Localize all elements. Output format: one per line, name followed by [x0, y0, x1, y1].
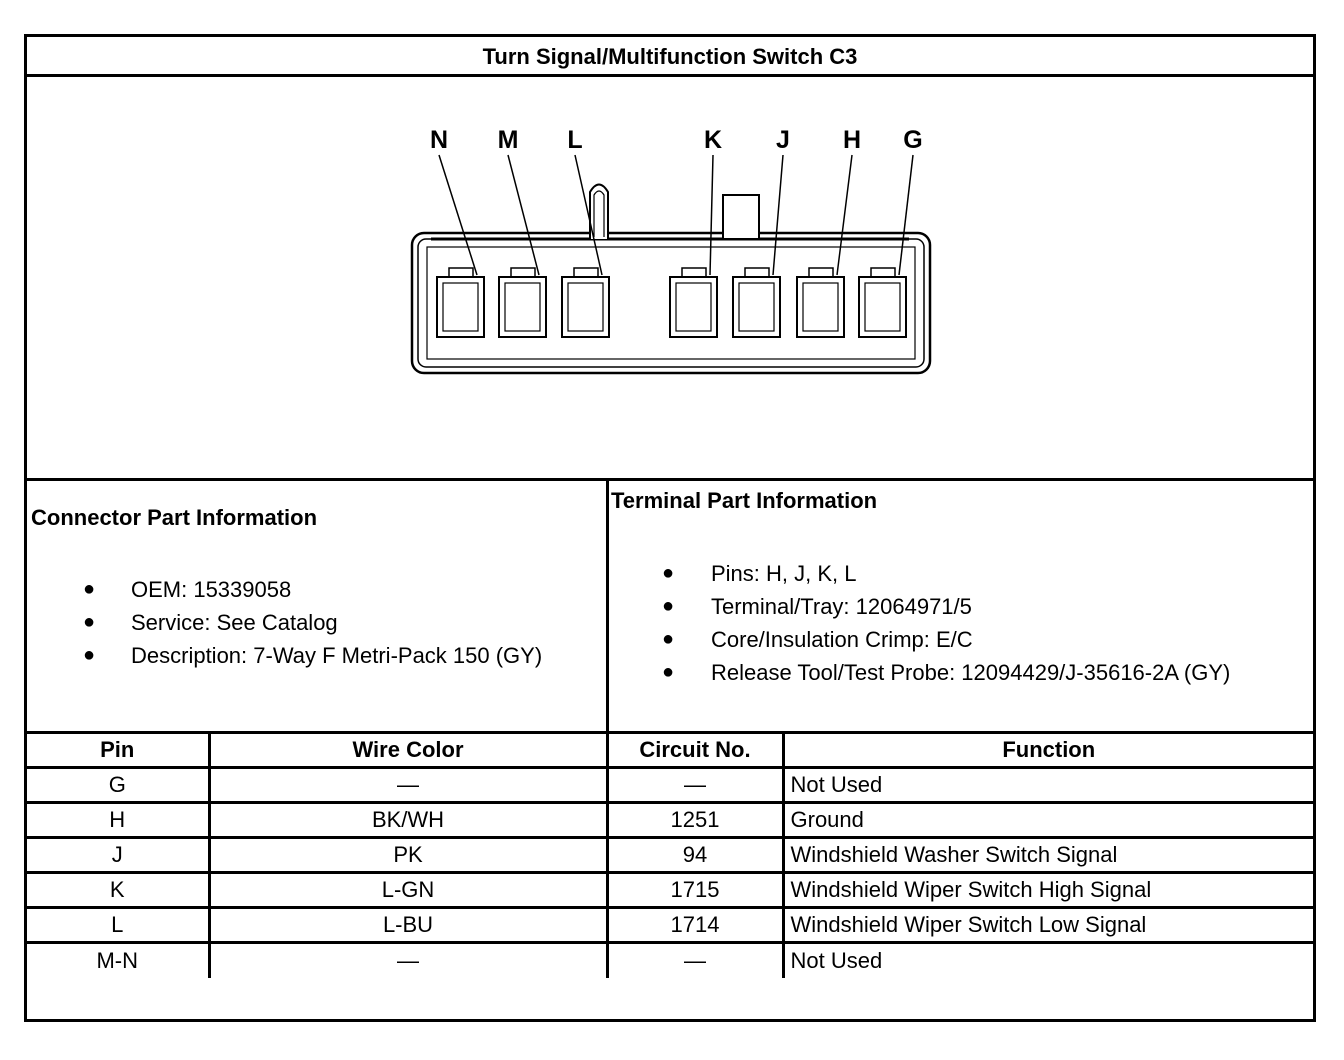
pin-leader-lines	[439, 155, 913, 275]
pin-cavity-l	[562, 268, 609, 337]
cell-circuit-no: 1251	[607, 803, 783, 838]
pin-cavity-n	[437, 268, 484, 337]
terminal-info-heading: Terminal Part Information	[611, 488, 878, 513]
cell-pin: L	[27, 908, 209, 943]
header-function: Function	[783, 733, 1313, 768]
connector-info-heading: Connector Part Information	[31, 505, 318, 530]
cell-circuit-no: 1714	[607, 908, 783, 943]
leader-line-n	[439, 155, 477, 275]
header-wire-color: Wire Color	[209, 733, 607, 768]
connector-sheet: Turn Signal/Multifunction Switch C3 N M L K J H G Connector Part Information ● OEM: 15339058 ● Service: See Catalog ● Description: 7-Way F Metri-Pack 150 (GY) Terminal Part Information ● Pins: H, J, K, L ● Terminal/Tray: 12064971/5 ● Core/Insulation Crimp: E/C ● Release Tool/Test Probe: 12094429/J-35616-2A (GY) Pin Wire Color Circuit No. Function G — — Not Used H BK/WH 1251 Ground J PK 94 Windshield Washer Switch Signal K L-GN 1715 Windshield Wiper Switch High Signal L L-BU 1714 Windshield Wiper Switch Low Signal M-N — — Not Used	[24, 34, 1316, 1022]
leader-line-k	[710, 155, 713, 275]
cell-wire-color: PK	[209, 838, 607, 873]
cell-circuit-no: 94	[607, 838, 783, 873]
pin-cavity-h	[797, 268, 844, 337]
pin-table	[27, 731, 1313, 978]
header-circuit-no: Circuit No.	[607, 733, 783, 768]
cell-function: Windshield Wiper Switch Low Signal	[783, 908, 1313, 943]
pin-cavity-j	[733, 268, 780, 337]
cell-wire-color: —	[209, 768, 607, 803]
table-header-row	[27, 733, 1313, 768]
cell-pin: H	[27, 803, 209, 838]
cell-wire-color: —	[209, 943, 607, 978]
pin-labels	[430, 126, 923, 154]
cell-pin: M-N	[27, 943, 209, 978]
cell-function: Not Used	[783, 943, 1313, 978]
pin-label-l: L	[567, 126, 583, 154]
pin-label-k: K	[703, 126, 723, 154]
cell-pin: G	[27, 768, 209, 803]
cell-wire-color: L-BU	[209, 908, 607, 943]
pin-label-g: G	[903, 126, 923, 154]
pin-label-m: M	[497, 126, 519, 154]
leader-line-j	[773, 155, 783, 275]
pin-label-n: N	[429, 126, 449, 154]
cell-circuit-no: —	[607, 768, 783, 803]
leader-line-m	[508, 155, 539, 275]
pin-cavity-k	[670, 268, 717, 337]
cell-function: Windshield Washer Switch Signal	[783, 838, 1313, 873]
table-row	[27, 873, 1313, 908]
cell-pin: J	[27, 838, 209, 873]
cell-circuit-no: —	[607, 943, 783, 978]
cell-function: Ground	[783, 803, 1313, 838]
table-row	[27, 838, 1313, 873]
pin-cavity-m	[499, 268, 546, 337]
cell-function: Not Used	[783, 768, 1313, 803]
table-row	[27, 768, 1313, 803]
cell-pin: K	[27, 873, 209, 908]
pin-label-h: H	[842, 126, 862, 154]
cell-wire-color: BK/WH	[209, 803, 607, 838]
section-divider	[27, 478, 1313, 481]
page-title: Turn Signal/Multifunction Switch C3	[27, 37, 1313, 77]
connector-diagram	[27, 37, 1313, 478]
cell-wire-color: L-GN	[209, 873, 607, 908]
cell-circuit-no: 1715	[607, 873, 783, 908]
leader-line-g	[899, 155, 913, 275]
pin-label-j: J	[776, 126, 790, 154]
pin-cavities	[437, 268, 906, 337]
leader-line-h	[837, 155, 852, 275]
column-divider	[606, 481, 609, 731]
header-pin: Pin	[27, 733, 209, 768]
table-row	[27, 943, 1313, 978]
connector-key-tab	[723, 195, 759, 239]
pin-cavity-g	[859, 268, 906, 337]
table-row	[27, 908, 1313, 943]
cell-function: Windshield Wiper Switch High Signal	[783, 873, 1313, 908]
table-row	[27, 803, 1313, 838]
